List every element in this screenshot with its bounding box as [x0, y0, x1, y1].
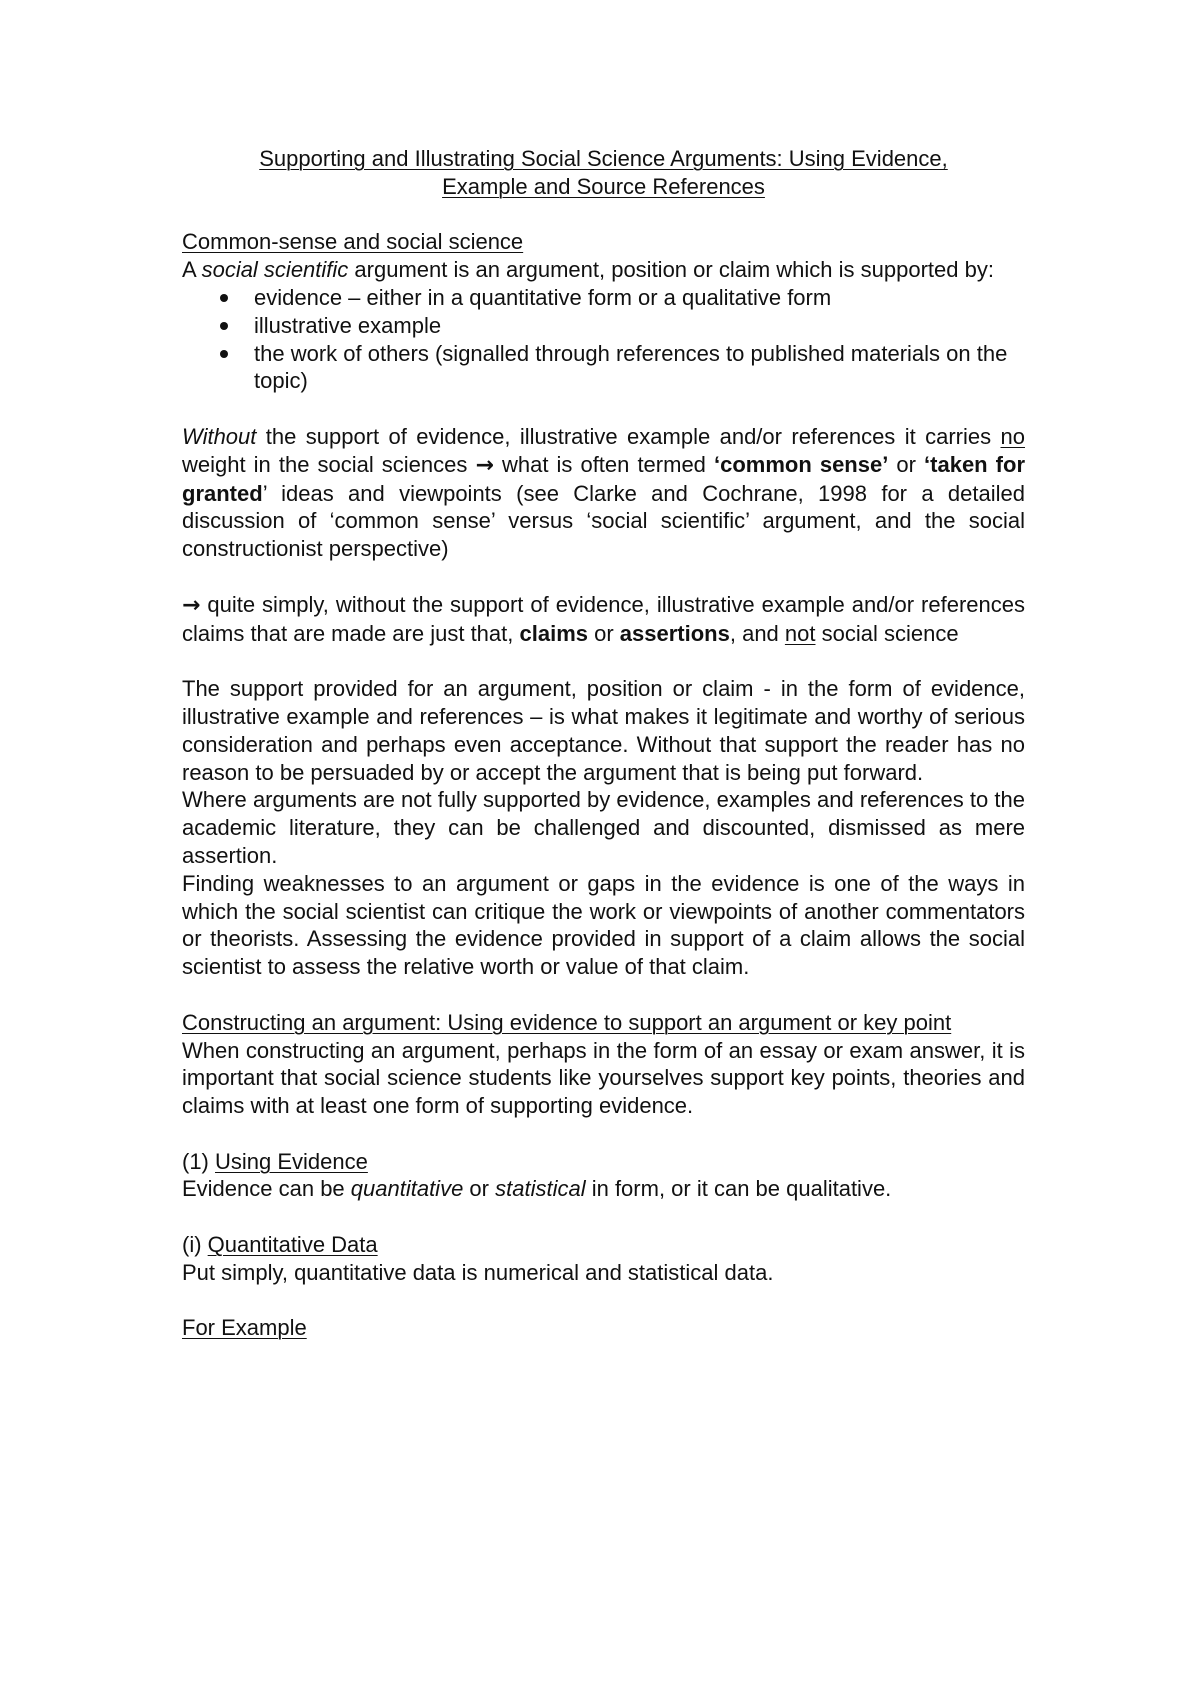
p1-text-4: or	[888, 451, 925, 477]
subheading-number: (1)	[182, 1148, 215, 1174]
subheading-number: (i)	[182, 1232, 208, 1258]
subheading-text: Using Evidence	[215, 1148, 368, 1174]
paragraph-finding-weaknesses: Finding weaknesses to an argument or gaps in the evidence is one of the ways in which the social scientist can critique the work or viewpoints of another commentators or theorists. Assessing the evidence provided in support of a claim allows the social scientist to assess the relative worth or value of that claim.	[182, 870, 1025, 980]
evidence-italic-statistical: statistical	[495, 1176, 586, 1202]
title-line-1: Supporting and Illustrating Social Science Arguments: Using Evidence,	[259, 146, 948, 171]
subheading-quantitative-data	[182, 1231, 1025, 1259]
p1-italic-start: Without	[182, 423, 257, 449]
section-heading-constructing: Constructing an argument: Using evidence to support an argument or key point	[182, 1009, 952, 1035]
list-item	[182, 340, 1025, 396]
p2-text-3: , and	[729, 620, 785, 646]
p2-text-1: quite simply, without the support of evidence, illustrative example and/or references claims that are made are just that,	[182, 591, 1025, 646]
section-heading-common-sense: Common-sense and social science	[182, 229, 524, 255]
intro-paragraph	[182, 256, 1025, 284]
paragraph-quite-simply	[182, 591, 1025, 648]
list-item	[182, 284, 1025, 312]
p1-text-1: the support of evidence, illustrative example and/or references it carries	[256, 423, 1001, 449]
p1-bold-taken-for-granted: ‘taken for granted	[182, 451, 1026, 506]
paragraph-where-arguments: Where arguments are not fully supported by evidence, examples and references to the academic literature, they can be challenged and discounted, dismissed as mere assertion.	[182, 787, 1025, 868]
paragraph-quantitative: Put simply, quantitative data is numerical and statistical data.	[182, 1259, 774, 1285]
p2-bold-assertions: assertions	[619, 620, 730, 646]
bullet-icon	[220, 350, 228, 358]
paragraph-evidence-forms	[182, 1175, 1025, 1203]
evidence-italic-quantitative: quantitative	[350, 1176, 464, 1202]
list-item	[182, 312, 1025, 340]
p1-text-5: ’ ideas and viewpoints (see Clarke and Cochrane, 1998 for a detailed discussion of ‘common sense’ versus ‘social scientific’ argument, and the social constructionist perspective)	[182, 480, 1025, 562]
document-title	[182, 145, 1025, 201]
paragraph-support-provided: The support provided for an argument, position or claim - in the form of evidence, illustrative example and references – is what makes it legitimate and worthy of serious consideration and perhaps even acceptance. Without that support the reader has no reason to be persuaded by or accept the argument that is being put forward.	[182, 676, 1025, 785]
paragraph-without-support	[182, 423, 1025, 563]
arrow-right-icon: →	[475, 452, 494, 478]
support-list	[182, 284, 1025, 395]
p2-underlined-not: not	[784, 620, 816, 646]
p1-underlined: no	[1000, 423, 1025, 449]
intro-text-b: argument is an argument, position or claim which is supported by:	[348, 257, 994, 283]
list-item-text: illustrative example	[254, 312, 442, 338]
bullet-icon	[220, 322, 228, 330]
evidence-text-1: Evidence can be	[182, 1176, 351, 1202]
for-example-heading: For Example	[182, 1315, 307, 1341]
subheading-using-evidence	[182, 1148, 1025, 1176]
evidence-text-2: or	[463, 1176, 496, 1202]
bullet-icon	[220, 294, 228, 302]
list-item-text: the work of others (signalled through references to published materials on the topic)	[254, 340, 1008, 394]
evidence-text-3: in form, or it can be qualitative.	[585, 1176, 892, 1202]
title-line-2: Example and Source References	[442, 173, 765, 199]
p2-text-4: social science	[815, 620, 959, 646]
document-page	[182, 145, 1025, 1342]
subheading-text: Quantitative Data	[207, 1232, 378, 1258]
paragraph-constructing: When constructing an argument, perhaps in the form of an essay or exam answer, it is important that social science students like yourselves support key points, theories and claims with at least one form of supporting evidence.	[182, 1037, 1025, 1119]
p1-text-2: weight in the social sciences	[182, 451, 476, 477]
p2-text-2: or	[588, 620, 620, 646]
arrow-right-icon: →	[182, 592, 201, 618]
p1-bold-common-sense: ‘common sense’	[713, 451, 889, 477]
intro-text-a: A	[182, 257, 202, 283]
intro-italic: social scientific	[201, 257, 349, 283]
p2-bold-claims: claims	[519, 620, 588, 646]
p1-text-3: what is often termed	[493, 451, 714, 477]
list-item-text: evidence – either in a quantitative form or a qualitative form	[254, 284, 832, 310]
